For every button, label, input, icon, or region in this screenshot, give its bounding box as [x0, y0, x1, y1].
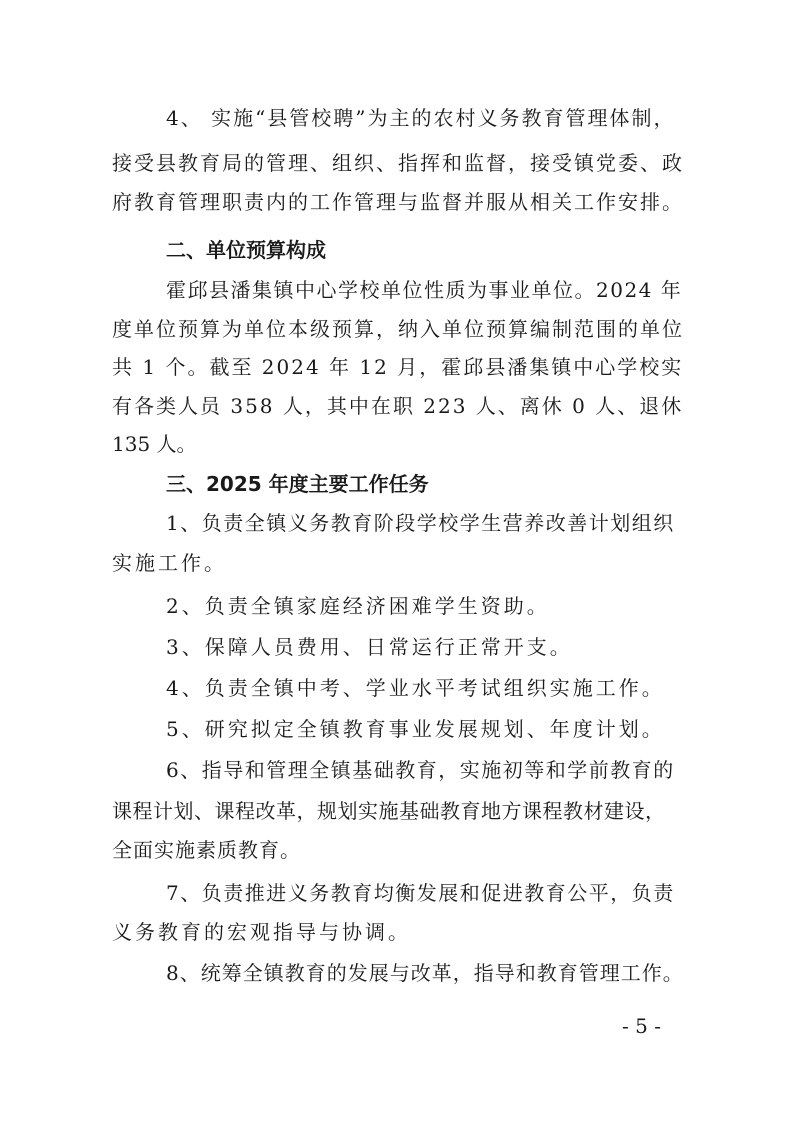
page-number: - 5 - — [622, 1014, 661, 1038]
body-line: 4、负责全镇中考、学业水平考试组织实施工作。 — [166, 676, 665, 700]
body-line: 全面实施素质教育。 — [112, 838, 301, 862]
body-line: 府教育管理职责内的工作管理与监督并服从相关工作安排。 — [112, 190, 684, 214]
body-line: 1、负责全镇义务教育阶段学校学生营养改善计划组织 — [166, 511, 675, 535]
body-line: 3、保障人员费用、日常运行正常开支。 — [166, 635, 573, 659]
body-line: 7、负责推进义务教育均衡发展和促进教育公平，负责 — [166, 881, 675, 905]
body-line: 课程计划、课程改革，规划实施基础教育地方课程教材建设， — [112, 799, 666, 823]
body-line: 实施工作。 — [112, 551, 227, 575]
section-heading: 二、单位预算构成 — [166, 238, 326, 262]
body-line: 共 1 个。截至 2024 年 12 月，霍邱县潘集镇中心学校实 — [112, 355, 684, 379]
body-line: 义务教育的宏观指导与协调。 — [112, 920, 411, 944]
section-heading: 三、2025 年度主要工作任务 — [166, 472, 429, 496]
body-line: 度单位预算为单位本级预算，纳入单位预算编制范围的单位 — [112, 317, 684, 341]
body-line: 霍邱县潘集镇中心学校单位性质为事业单位。2024 年 — [166, 278, 683, 302]
body-line: 接受县教育局的管理、组织、指挥和监督，接受镇党委、政 — [112, 151, 684, 175]
body-line: 2、负责全镇家庭经济困难学生资助。 — [166, 594, 550, 618]
body-line: 6、指导和管理全镇基础教育，实施初等和学前教育的 — [166, 758, 675, 782]
body-line: 8、统筹全镇教育的发展与改革，指导和教育管理工作。 — [166, 961, 684, 985]
body-line: 4、 实施“县管校聘”为主的农村义务教育管理体制， — [166, 106, 676, 130]
body-line: 5、研究拟定全镇教育事业发展规划、年度计划。 — [166, 717, 665, 741]
body-line: 135 人。 — [112, 432, 197, 456]
body-line: 有各类人员 358 人，其中在职 223 人、离休 0 人、退休 — [112, 394, 684, 418]
